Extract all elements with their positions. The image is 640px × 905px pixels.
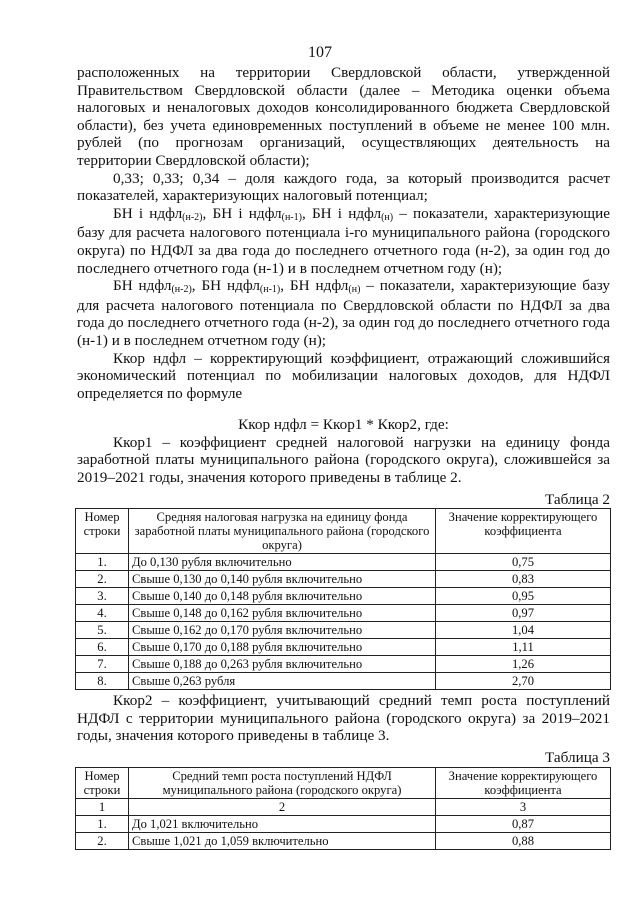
paragraph-kkor2: Ккор2 – коэффициент, учитывающий средний темп роста поступлений НДФЛ с территории муниципального района (городского округа) за 2019–2021 годы, значения которого приведены в таблице 3.: [77, 692, 610, 745]
table-3: [75, 767, 611, 850]
paragraph-kkor1: Ккор1 – коэффициент средней налоговой нагрузки на единицу фонда заработной платы муниципального района (городского округа), сложившейся за 2019–2021 годы, значения которого приведены в таблице 2.: [77, 433, 610, 487]
page-number: 107: [308, 44, 332, 61]
table3-caption: Таблица 3: [545, 749, 610, 767]
paragraph-bn-region: БН ндфл$_{(н-2)}$, БН ндфл$_{(н-1)}$, БН ндфл$_{(н)}$ – показатели, характеризующие базу для расчета налогового потенциала по Свердловской области по НДФЛ за два года до последнего отчетного года (н-2), за один год до последнего отчетного года (н-1) и в последнем отчетном году (н);: [77, 277, 610, 349]
table-header-cell: Средний темп роста поступлений НДФЛ муниципального района (городского округа): [129, 767, 436, 798]
table2-caption: Таблица 2: [545, 490, 610, 508]
table-numbering-row: 1 2 3: [76, 798, 611, 815]
table-header-row: [76, 767, 611, 798]
table-header-cell: Значение корректирующего коэффициента: [436, 509, 611, 554]
table-row: 1. До 1,021 включительно 0,87: [76, 815, 611, 832]
table-header-row: [76, 509, 611, 554]
table-2: [75, 508, 611, 690]
table-row: 7. Свыше 0,188 до 0,263 рубля включительно 1,26: [76, 656, 611, 673]
table-row: 3. Свыше 0,140 до 0,148 рубля включительно 0,95: [76, 588, 611, 605]
table-row: 5. Свыше 0,162 до 0,170 рубля включительно 1,04: [76, 622, 611, 639]
paragraph-bn-municipal: БН i ндфл$_{(н-2)}$, БН i ндфл$_{(н-1)}$, БН i ндфл$_{(н)}$ – показатели, характеризующие базу для расчета налогового потенциала i-го муниципального района (городского округа) по НДФЛ за два года до последнего отчетного года (н-2), за один год до последнего отчетного года (н-1) и в последнем отчетном году (н);: [77, 204, 610, 277]
paragraph-kkor: Ккор ндфл – корректирующий коэффициент, отражающий сложившийся экономический потенциал по мобилизации налоговых доходов, для НДФЛ определяется по формуле: [77, 349, 610, 402]
table-row: 6. Свыше 0,170 до 0,188 рубля включительно 1,11: [76, 639, 611, 656]
paragraph-year-shares: 0,33; 0,33; 0,34 – доля каждого года, за который производится расчет показателей, характеризующих налоговый потенциал;: [77, 169, 610, 205]
table-row: 2. Свыше 0,130 до 0,140 рубля включительно 0,83: [76, 571, 611, 588]
table-row: 4. Свыше 0,148 до 0,162 рубля включительно 0,97: [76, 605, 611, 622]
table-header-cell: Номер строки: [76, 767, 129, 798]
table-row: 2. Свыше 1,021 до 1,059 включительно 0,88: [76, 832, 611, 849]
document-body: [77, 64, 610, 850]
table-header-cell: Номер строки: [76, 509, 129, 554]
table-row: 1. До 0,130 рубля включительно 0,75: [76, 554, 611, 571]
formula: Ккор ндфл = Ккор1 * Ккор2, где:: [238, 416, 449, 434]
table-row: 8. Свыше 0,263 рубля 2,70: [76, 673, 611, 690]
table-header-cell: Значение корректирующего коэффициента: [436, 767, 611, 798]
paragraph-methodology: расположенных на территории Свердловской области, утвержденной Правительством Свердловской области (далее – Методика оценки объема налоговых и неналоговых доходов консолидированного бюджета Свердловской области), без учета единовременных поступлений в объеме не менее 100 млн. рублей (по прогнозам организаций, осуществляющих деятельность на территории Свердловской области);: [77, 64, 610, 169]
table-header-cell: Средняя налоговая нагрузка на единицу фонда заработной платы муниципального района (городского округа): [129, 509, 436, 554]
